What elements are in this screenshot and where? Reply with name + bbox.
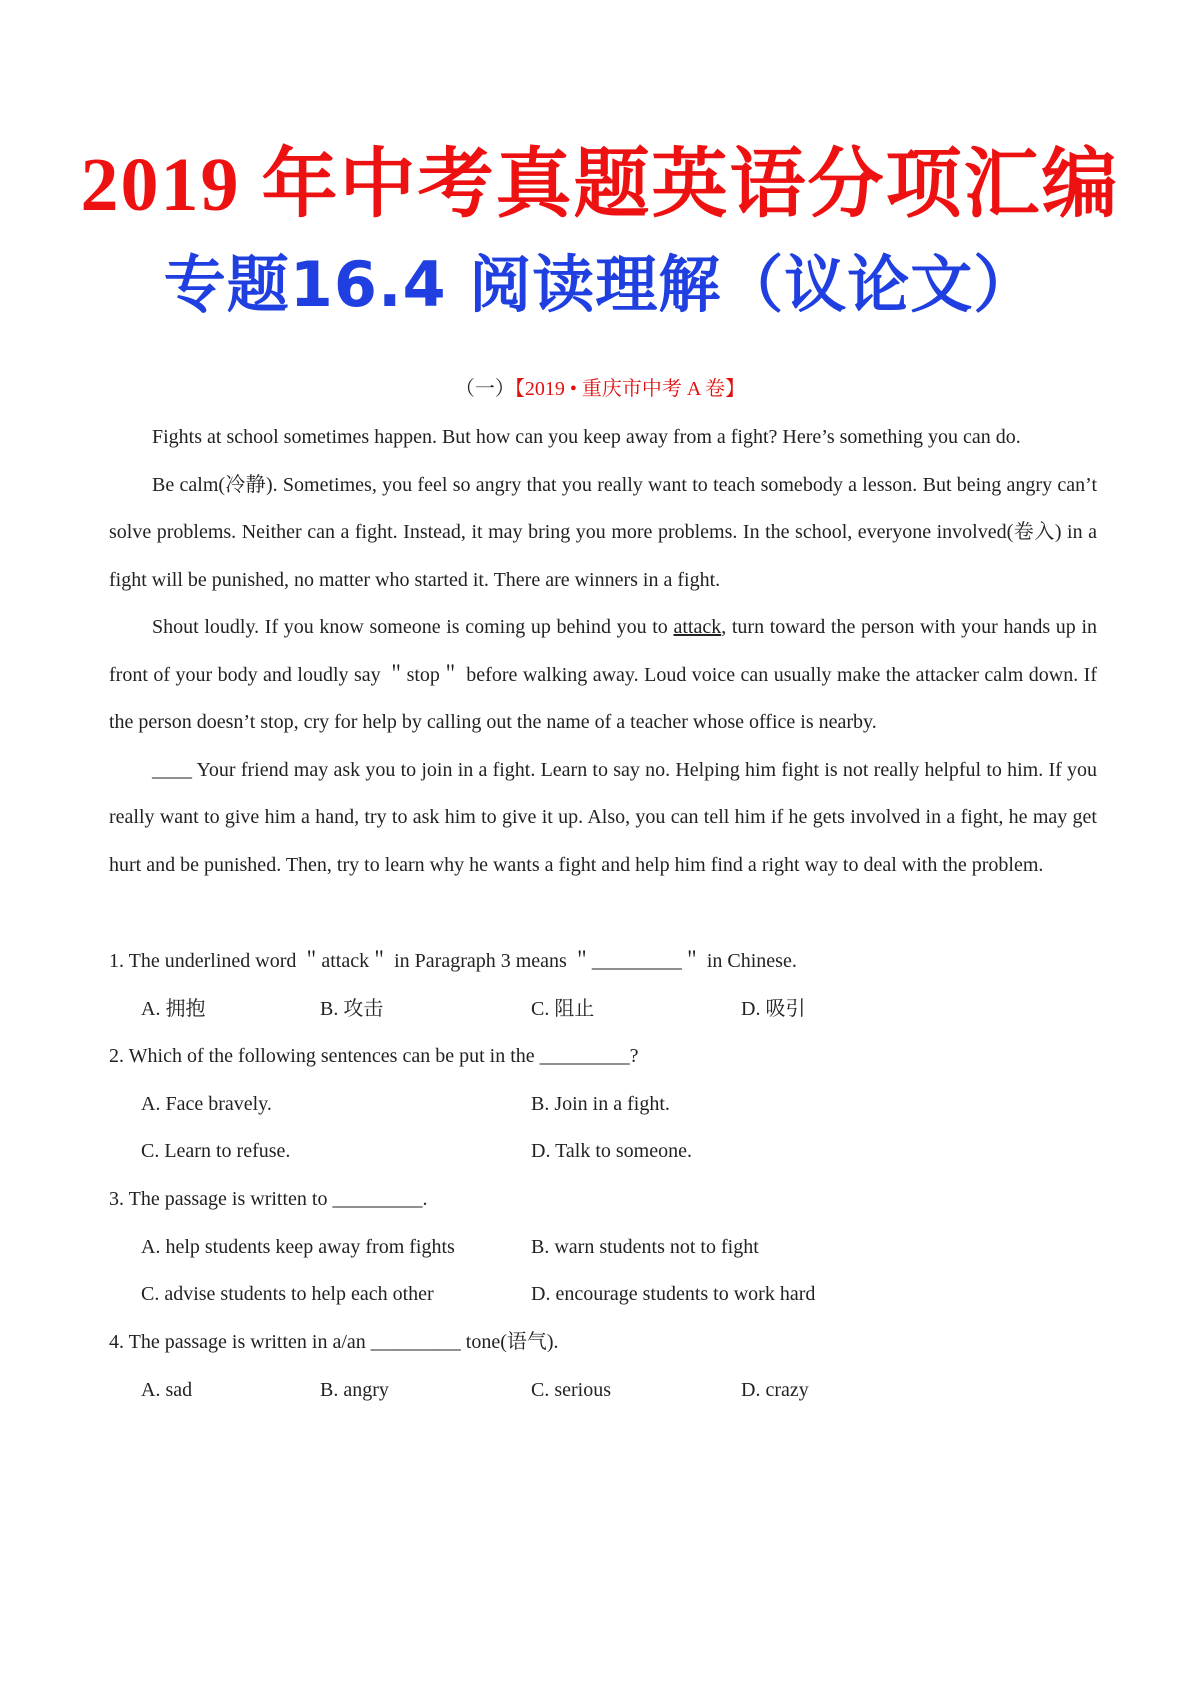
passage-paragraph-3 bbox=[109, 604, 1097, 747]
question-1-stem: 1. The underlined word ＂attack＂ in Paragraph 3 means ＂_________＂ in Chinese. bbox=[109, 950, 797, 972]
underlined-word-attack: attack bbox=[673, 616, 722, 638]
question-4-stem: 4. The passage is written in a/an _________ tone(语气). bbox=[109, 1331, 559, 1353]
page-title: 2019 年中考真题英语分项汇编 bbox=[80, 143, 1120, 227]
question-3-option-d: D. encourage students to work hard bbox=[531, 1283, 816, 1305]
question-3-option-c: C. advise students to help each other bbox=[141, 1283, 434, 1305]
paragraph-3-start: Shout loudly. If you know someone is coming up behind you to bbox=[152, 616, 674, 638]
question-2-option-a: A. Face bravely. bbox=[141, 1093, 272, 1115]
question-2-stem: 2. Which of the following sentences can be put in the _________? bbox=[109, 1045, 639, 1067]
question-2-option-b: B. Join in a fight. bbox=[531, 1093, 670, 1115]
question-3 bbox=[109, 1184, 1097, 1214]
question-1-option-a: A. 拥抱 bbox=[141, 998, 206, 1020]
question-4 bbox=[109, 1327, 1097, 1357]
question-4-option-c: C. serious bbox=[531, 1379, 611, 1401]
question-2-option-d: D. Talk to someone. bbox=[531, 1140, 692, 1162]
source-prefix: （一） bbox=[454, 378, 515, 400]
passage-paragraph-1: Fights at school sometimes happen. But how can you keep away from a fight? Here’s something you can do. bbox=[152, 426, 1021, 448]
source-line bbox=[0, 374, 1200, 404]
page-subtitle: 专题16.4 阅读理解（议论文） bbox=[163, 248, 1037, 321]
source-tag: 【2019 • 重庆市中考 A 卷】 bbox=[514, 378, 746, 400]
passage-paragraph-2: Be calm(冷静). Sometimes, you feel so angry that you really want to teach somebody a lesson. But being angry can’t solve problems. Neither can a fight. Instead, it may bring you more problems. In the school, everyone involved(卷入) in a fight will be punished, no matter who started it. There are winners in a fight. bbox=[109, 473, 1097, 591]
question-1-option-b: B. 攻击 bbox=[320, 998, 384, 1020]
question-4-option-b: B. angry bbox=[320, 1379, 389, 1401]
question-1 bbox=[109, 946, 1097, 976]
question-4-option-d: D. crazy bbox=[741, 1379, 809, 1401]
question-3-option-a: A. help students keep away from fights bbox=[141, 1236, 455, 1258]
question-4-option-a: A. sad bbox=[141, 1379, 193, 1401]
question-3-stem: 3. The passage is written to _________. bbox=[109, 1188, 428, 1210]
question-1-option-d: D. 吸引 bbox=[741, 998, 806, 1020]
question-1-option-c: C. 阻止 bbox=[531, 998, 595, 1020]
passage-paragraph-4: ____ Your friend may ask you to join in a fight. Learn to say no. Helping him fight is not really helpful to him. If you really want to give him a hand, try to ask him to give it up. Also, you can tell him if he gets involved in a fight, he may get hurt and be punished. Then, try to learn why he wants a fight and help him find a right way to deal with the problem. bbox=[109, 758, 1097, 876]
question-2-option-c: C. Learn to refuse. bbox=[141, 1140, 291, 1162]
paragraph-3-end: , turn toward the person with your hands up in front of your body and loudly say ＂stop＂ before walking away. Loud voice can usually make the attacker calm down. If the person doesn’t stop, cry for help by calling out the name of a teacher whose office is nearby. bbox=[109, 616, 1097, 733]
question-3-option-b: B. warn students not to fight bbox=[531, 1236, 759, 1258]
reading-passage bbox=[109, 414, 1097, 889]
question-2 bbox=[109, 1041, 1097, 1071]
